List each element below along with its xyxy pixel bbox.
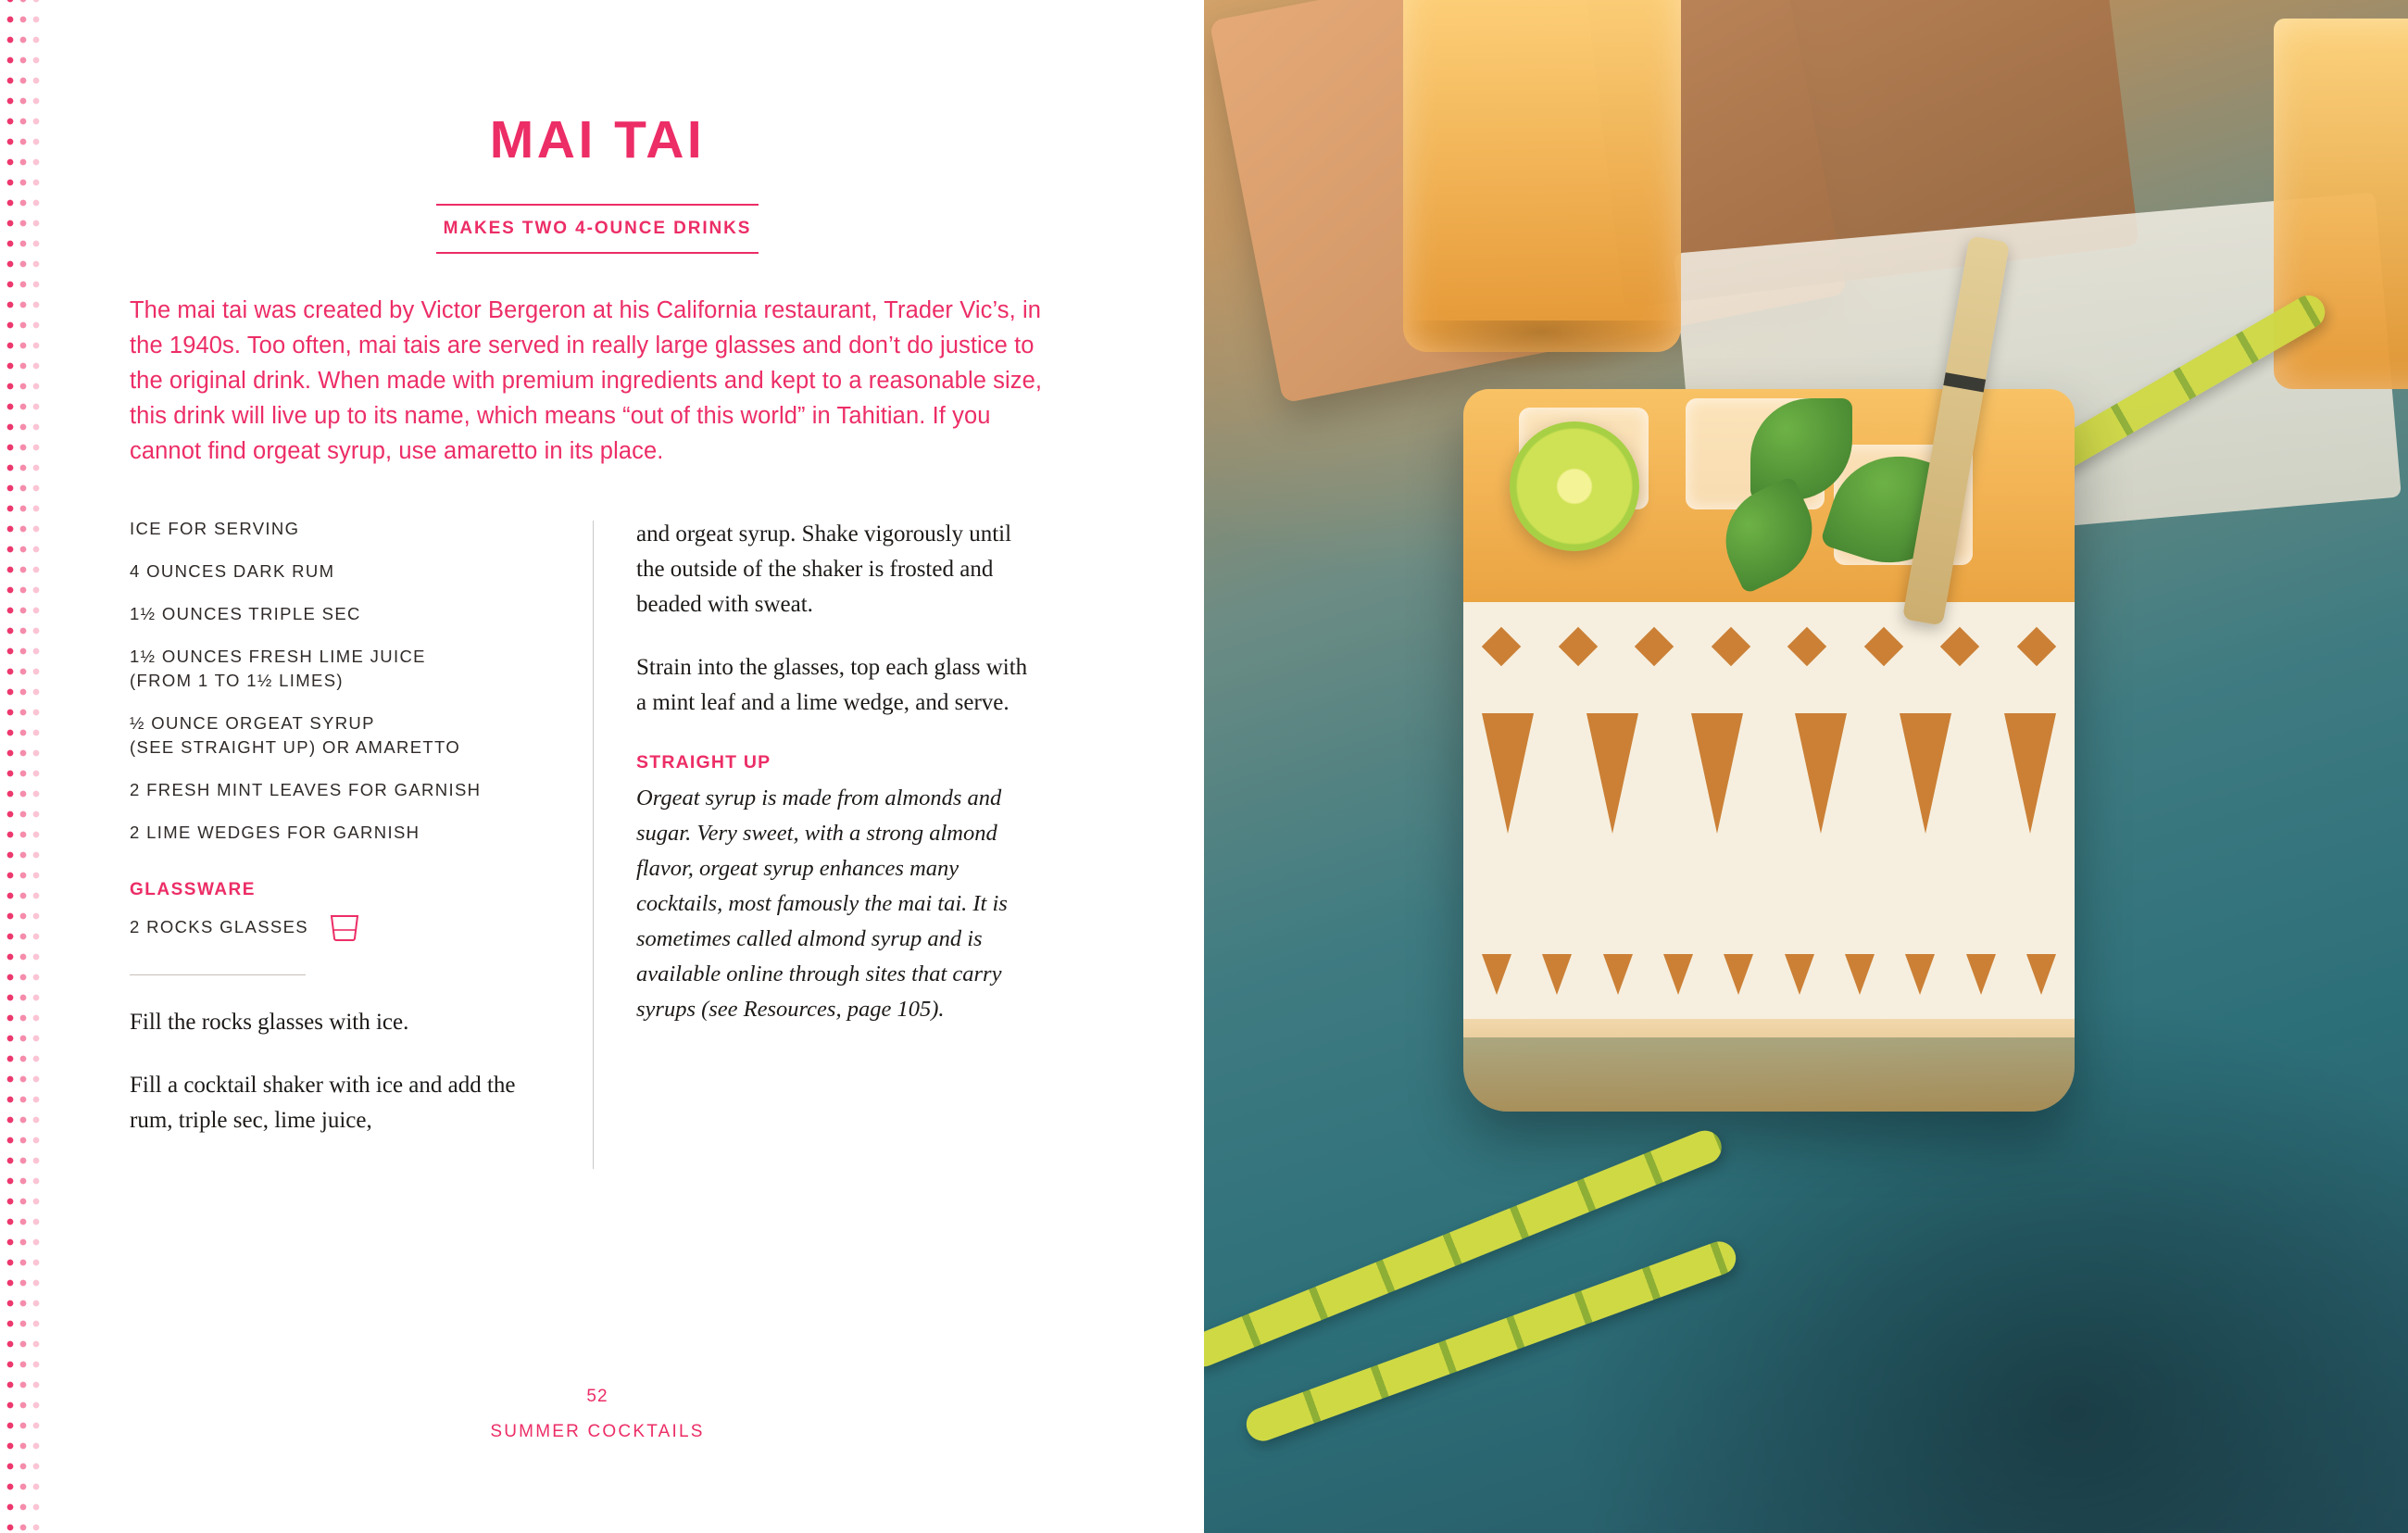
- dotted-border-decoration: [0, 0, 48, 1533]
- cocktail-photograph: [1204, 0, 2408, 1533]
- ingredient-text: 1½ OUNCES TRIPLE SEC: [130, 603, 361, 623]
- ingredient-note: (FROM 1 TO 1½ LIMES): [130, 670, 344, 690]
- list-item: [130, 645, 550, 693]
- method-step: Fill the rocks glasses with ice.: [130, 1010, 409, 1035]
- rule-bottom: [436, 252, 759, 254]
- glassware-heading: GLASSWARE: [130, 879, 256, 899]
- list-item: [130, 559, 550, 584]
- ingredient-text: ½ OUNCE ORGEAT SYRUP: [130, 712, 375, 733]
- glassware-label: 2 ROCKS GLASSES: [130, 916, 308, 936]
- sidebar-heading: STRAIGHT UP: [636, 751, 771, 773]
- recipe-yield: MAKES TWO 4-OUNCE DRINKS: [443, 219, 752, 238]
- list-item: [130, 602, 550, 626]
- page-title: MAI TAI: [489, 110, 706, 170]
- bamboo-stick-foreground: [1242, 1237, 1741, 1445]
- lime-wheel-garnish: [1510, 421, 1639, 551]
- page-number: 52: [586, 1387, 608, 1406]
- method-step: and orgeat syrup. Shake vigorously until the outside of the shaker is frosted and beaded with sweat.: [636, 521, 1012, 617]
- sidebar-body: Orgeat syrup is made from almonds and sugar. Very sweet, with a strong almond flavor, orgeat syrup enhances many cocktails, most famously the mai tai. It is sometimes called almond syrup and is available online through sites that carry syrups (see Resources, page 105).: [636, 785, 1008, 1022]
- method-column: [594, 517, 1029, 1184]
- ingredient-text: 2 LIME WEDGES FOR GARNISH: [130, 822, 420, 842]
- method-step: Strain into the glasses, top each glass with a mint leaf and a lime wedge, and serve.: [636, 654, 1028, 715]
- ingredients-list: [130, 517, 550, 845]
- recipe-intro: The mai tai was created by Victor Bergeron at his California restaurant, Trader Vic’s, in the 1940s. Too often, mai tais are served in really large glasses and don’t do justice to the original drink. When made with premium ingredients and kept to a reasonable size, this drink will live up to its name, which means “out of this world” in Tahitian. If you cannot find orgeat syrup, use amaretto in its place.: [130, 296, 1043, 464]
- triangle-pattern-row-small: [1482, 954, 2056, 995]
- method-step: Fill a cocktail shaker with ice and add the rum, triple sec, lime juice,: [130, 1073, 516, 1133]
- title-rules: [436, 204, 759, 254]
- method-right: [636, 517, 1029, 721]
- ingredients-column: [130, 517, 593, 1184]
- rocks-glass-icon: [329, 913, 360, 941]
- rule-top: [436, 204, 759, 206]
- triangle-pattern-row: [1482, 713, 2056, 834]
- glassware-row: [130, 913, 550, 941]
- diamond-pattern-row: [1463, 626, 2075, 667]
- ingredient-text: 1½ OUNCES FRESH LIME JUICE: [130, 646, 426, 666]
- list-item: [130, 821, 550, 845]
- book-title: SUMMER COCKTAILS: [490, 1422, 705, 1441]
- background-drink-left: [1403, 0, 1681, 352]
- recipe-columns: [130, 517, 1065, 1184]
- ingredient-note: (SEE STRAIGHT UP) OR AMARETTO: [130, 736, 461, 757]
- list-item: [130, 517, 550, 541]
- ingredient-text: 4 OUNCES DARK RUM: [130, 560, 335, 581]
- list-item: [130, 711, 550, 760]
- method-left: [130, 1005, 550, 1138]
- page-footer: [130, 1387, 1065, 1442]
- ingredient-text: 2 FRESH MINT LEAVES FOR GARNISH: [130, 779, 482, 799]
- section-divider: [130, 974, 306, 976]
- photo-page: [1204, 0, 2408, 1533]
- recipe-content: [130, 0, 1065, 1533]
- ingredient-text: ICE FOR SERVING: [130, 518, 300, 538]
- list-item: [130, 778, 550, 802]
- glass-pattern-band: [1463, 602, 2075, 1037]
- glass-base: [1463, 1019, 2075, 1112]
